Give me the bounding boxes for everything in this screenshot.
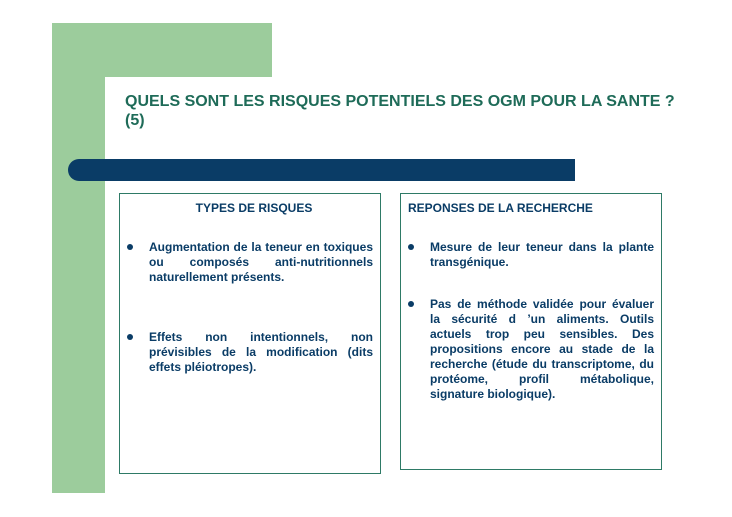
list-item-text: Pas de méthode validée pour évaluer la sécurité d ’un aliments. Outils actuels trop peu sensibles. Des propositions encore au stade de la recherche (étude du transcriptome, du protéome, profil métabolique, signature biologique). xyxy=(430,297,654,401)
list-item-text: Mesure de leur teneur dans la plante transgénique. xyxy=(430,240,654,269)
research-responses-box xyxy=(400,193,662,470)
slide-title: QUELS SONT LES RISQUES POTENTIELS DES OGM POUR LA SANTE ? (5) xyxy=(125,93,675,129)
green-accent-vertical xyxy=(52,23,105,493)
list-item-text: Augmentation de la teneur en toxiques ou composés anti-nutritionnels naturellement présents. xyxy=(149,240,373,284)
bullet-icon xyxy=(408,244,414,250)
title-divider-bar xyxy=(68,159,575,181)
bullet-icon xyxy=(408,301,414,307)
list-item-text: Effets non intentionnels, non prévisibles de la modification (dits effets pléiotropes). xyxy=(149,330,373,374)
risk-types-heading: TYPES DE RISQUES xyxy=(195,201,313,215)
research-responses-heading: REPONSES DE LA RECHERCHE xyxy=(408,201,593,215)
risk-types-box xyxy=(119,193,381,474)
green-accent-top xyxy=(52,23,272,77)
bullet-icon xyxy=(127,244,133,250)
bullet-icon xyxy=(127,334,133,340)
